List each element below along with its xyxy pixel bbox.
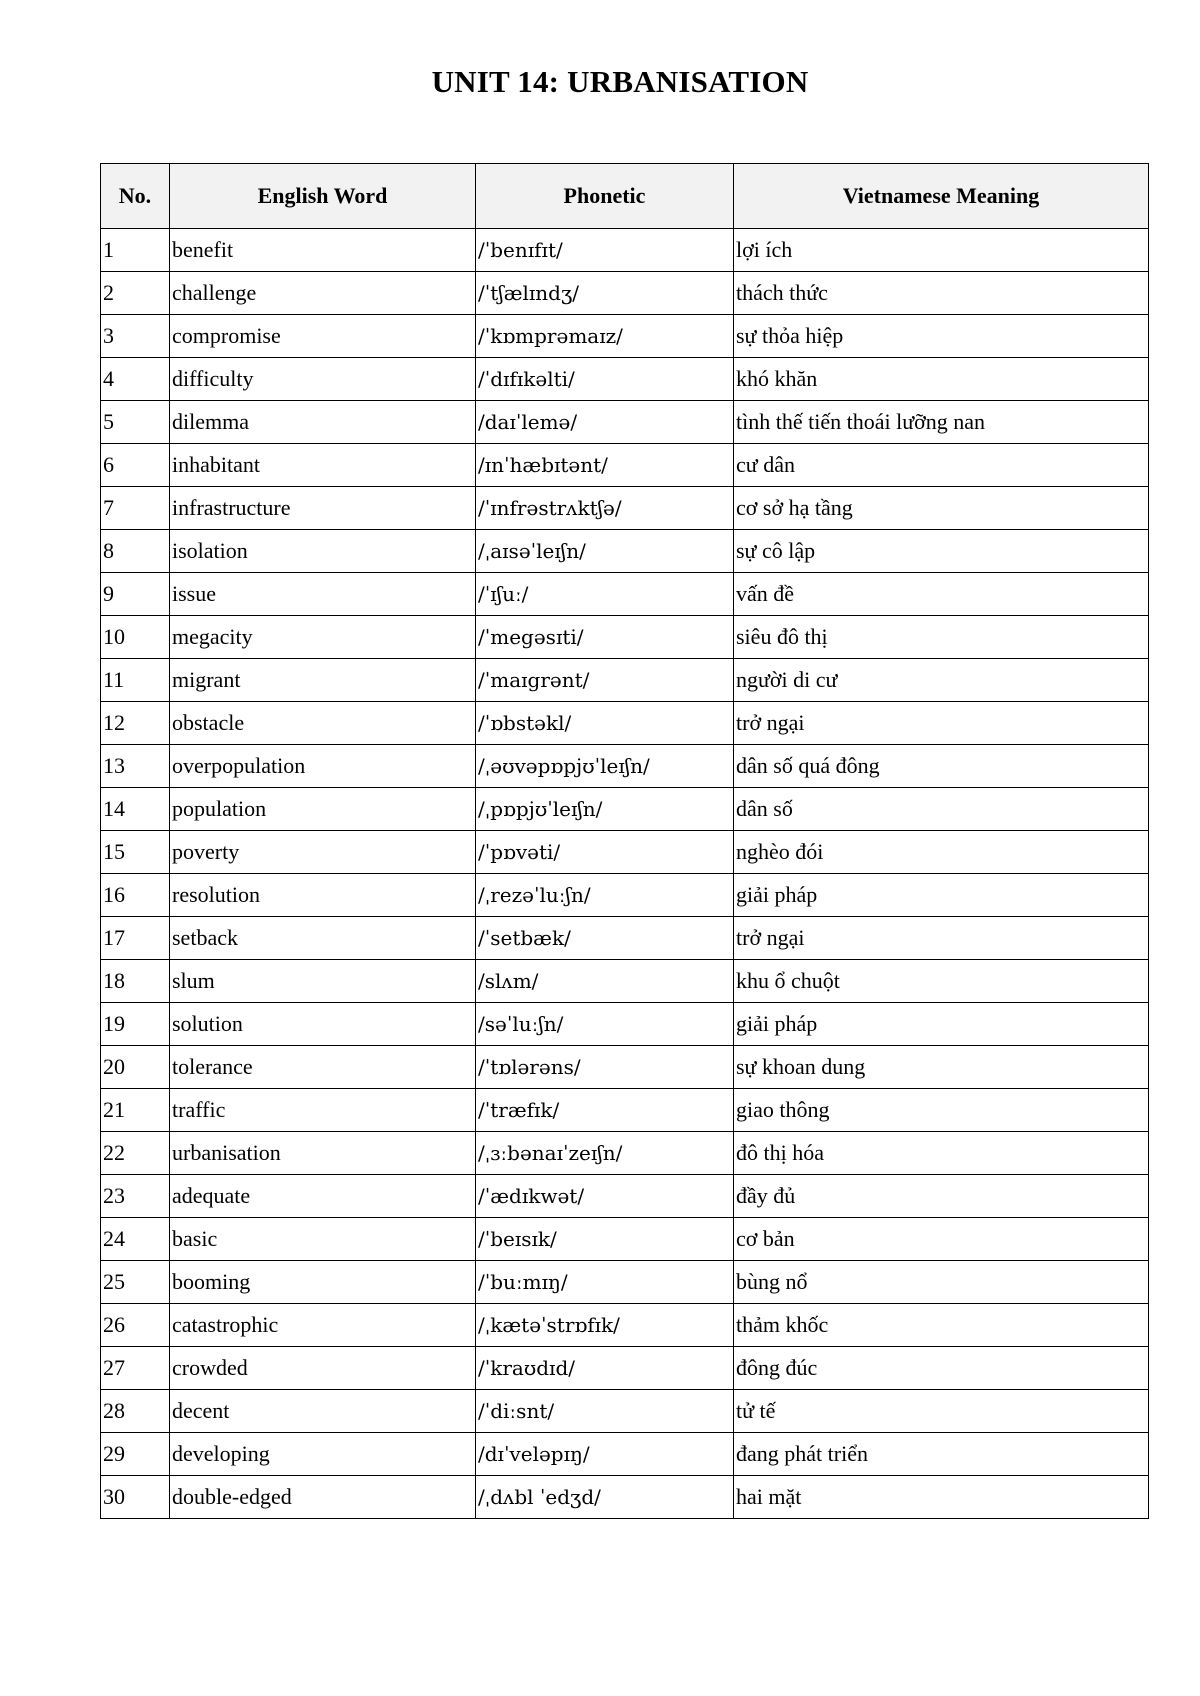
table-row (101, 401, 1149, 444)
table-row (101, 315, 1149, 358)
cell-english-word: challenge (170, 272, 476, 315)
cell-phonetic: /ˈkɒmprəmaɪz/ (476, 315, 734, 358)
cell-english-word: difficulty (170, 358, 476, 401)
cell-english-word: adequate (170, 1175, 476, 1218)
cell-vietnamese-meaning: giải pháp (734, 874, 1149, 917)
cell-phonetic: /ˈædɪkwət/ (476, 1175, 734, 1218)
cell-no: 1 (101, 229, 170, 272)
cell-phonetic: /ˈtɒlərəns/ (476, 1046, 734, 1089)
table-row (101, 1390, 1149, 1433)
table-row (101, 272, 1149, 315)
cell-phonetic: /ɪnˈhæbɪtənt/ (476, 444, 734, 487)
page-title: UNIT 14: URBANISATION (431, 64, 809, 99)
cell-phonetic: /ˈdiːsnt/ (476, 1390, 734, 1433)
cell-phonetic: /ˈɪʃuː/ (476, 573, 734, 616)
table-row (101, 1175, 1149, 1218)
table-row (101, 1347, 1149, 1390)
cell-english-word: issue (170, 573, 476, 616)
cell-vietnamese-meaning: sự cô lập (734, 530, 1149, 573)
cell-vietnamese-meaning: thảm khốc (734, 1304, 1149, 1347)
cell-english-word: megacity (170, 616, 476, 659)
cell-vietnamese-meaning: trở ngại (734, 702, 1149, 745)
cell-phonetic: /ˈbenɪfɪt/ (476, 229, 734, 272)
cell-vietnamese-meaning: cơ sở hạ tầng (734, 487, 1149, 530)
cell-vietnamese-meaning: khó khăn (734, 358, 1149, 401)
cell-phonetic: /ˌdʌbl ˈedʒd/ (476, 1476, 734, 1519)
cell-no: 7 (101, 487, 170, 530)
cell-phonetic: /ˈsetbæk/ (476, 917, 734, 960)
cell-phonetic: /ˈbuːmɪŋ/ (476, 1261, 734, 1304)
cell-english-word: dilemma (170, 401, 476, 444)
cell-no: 23 (101, 1175, 170, 1218)
cell-no: 21 (101, 1089, 170, 1132)
cell-english-word: inhabitant (170, 444, 476, 487)
cell-english-word: poverty (170, 831, 476, 874)
cell-no: 3 (101, 315, 170, 358)
table-row (101, 917, 1149, 960)
cell-no: 9 (101, 573, 170, 616)
table-row (101, 229, 1149, 272)
cell-no: 15 (101, 831, 170, 874)
cell-english-word: double-edged (170, 1476, 476, 1519)
cell-no: 18 (101, 960, 170, 1003)
cell-english-word: obstacle (170, 702, 476, 745)
cell-vietnamese-meaning: đô thị hóa (734, 1132, 1149, 1175)
cell-vietnamese-meaning: sự khoan dung (734, 1046, 1149, 1089)
cell-no: 5 (101, 401, 170, 444)
cell-english-word: compromise (170, 315, 476, 358)
cell-english-word: setback (170, 917, 476, 960)
table-body (101, 229, 1149, 1519)
cell-no: 11 (101, 659, 170, 702)
cell-english-word: migrant (170, 659, 476, 702)
cell-phonetic: /ˈmegəsɪti/ (476, 616, 734, 659)
table-row (101, 444, 1149, 487)
cell-vietnamese-meaning: đang phát triển (734, 1433, 1149, 1476)
cell-phonetic: /səˈluːʃn/ (476, 1003, 734, 1046)
cell-vietnamese-meaning: người di cư (734, 659, 1149, 702)
cell-english-word: resolution (170, 874, 476, 917)
table-row (101, 1476, 1149, 1519)
cell-phonetic: /ˈɪnfrəstrʌktʃə/ (476, 487, 734, 530)
cell-no: 26 (101, 1304, 170, 1347)
cell-phonetic: /ˌɜːbənaɪˈzeɪʃn/ (476, 1132, 734, 1175)
cell-phonetic: /ˈdɪfɪkəlti/ (476, 358, 734, 401)
table-row (101, 1046, 1149, 1089)
cell-phonetic: /ˈɒbstəkl/ (476, 702, 734, 745)
cell-english-word: catastrophic (170, 1304, 476, 1347)
cell-english-word: urbanisation (170, 1132, 476, 1175)
cell-english-word: solution (170, 1003, 476, 1046)
cell-vietnamese-meaning: đầy đủ (734, 1175, 1149, 1218)
cell-english-word: booming (170, 1261, 476, 1304)
table-row (101, 1218, 1149, 1261)
cell-phonetic: /slʌm/ (476, 960, 734, 1003)
table-row (101, 788, 1149, 831)
cell-phonetic: /daɪˈlemə/ (476, 401, 734, 444)
cell-vietnamese-meaning: trở ngại (734, 917, 1149, 960)
cell-english-word: slum (170, 960, 476, 1003)
cell-vietnamese-meaning: giao thông (734, 1089, 1149, 1132)
cell-phonetic: /ˈtræfɪk/ (476, 1089, 734, 1132)
cell-no: 14 (101, 788, 170, 831)
cell-vietnamese-meaning: siêu đô thị (734, 616, 1149, 659)
cell-no: 4 (101, 358, 170, 401)
cell-no: 29 (101, 1433, 170, 1476)
cell-phonetic: /ˌəʊvəpɒpjʊˈleɪʃn/ (476, 745, 734, 788)
table-header-row (101, 164, 1149, 229)
cell-vietnamese-meaning: lợi ích (734, 229, 1149, 272)
cell-phonetic: /ˈmaɪgrənt/ (476, 659, 734, 702)
cell-english-word: decent (170, 1390, 476, 1433)
cell-phonetic: /ˌkætəˈstrɒfɪk/ (476, 1304, 734, 1347)
table-row (101, 1433, 1149, 1476)
cell-english-word: isolation (170, 530, 476, 573)
cell-english-word: benefit (170, 229, 476, 272)
cell-vietnamese-meaning: nghèo đói (734, 831, 1149, 874)
cell-no: 6 (101, 444, 170, 487)
cell-english-word: traffic (170, 1089, 476, 1132)
cell-vietnamese-meaning: vấn đề (734, 573, 1149, 616)
header-phonetic: Phonetic (476, 164, 734, 229)
cell-vietnamese-meaning: hai mặt (734, 1476, 1149, 1519)
cell-vietnamese-meaning: dân số (734, 788, 1149, 831)
table-row (101, 702, 1149, 745)
cell-no: 25 (101, 1261, 170, 1304)
cell-vietnamese-meaning: đông đúc (734, 1347, 1149, 1390)
table-row (101, 745, 1149, 788)
table-row (101, 573, 1149, 616)
table-row (101, 616, 1149, 659)
cell-phonetic: /ˈbeɪsɪk/ (476, 1218, 734, 1261)
table-row (101, 1304, 1149, 1347)
table-row (101, 831, 1149, 874)
cell-vietnamese-meaning: dân số quá đông (734, 745, 1149, 788)
table-row (101, 358, 1149, 401)
cell-no: 19 (101, 1003, 170, 1046)
vocabulary-table (100, 163, 1149, 1519)
table-row (101, 1089, 1149, 1132)
cell-vietnamese-meaning: tử tế (734, 1390, 1149, 1433)
cell-vietnamese-meaning: khu ổ chuột (734, 960, 1149, 1003)
table-row (101, 1261, 1149, 1304)
table-row (101, 1003, 1149, 1046)
cell-no: 30 (101, 1476, 170, 1519)
cell-english-word: population (170, 788, 476, 831)
cell-no: 10 (101, 616, 170, 659)
cell-english-word: overpopulation (170, 745, 476, 788)
cell-no: 20 (101, 1046, 170, 1089)
cell-english-word: infrastructure (170, 487, 476, 530)
cell-no: 27 (101, 1347, 170, 1390)
cell-no: 8 (101, 530, 170, 573)
table-row (101, 530, 1149, 573)
cell-vietnamese-meaning: giải pháp (734, 1003, 1149, 1046)
header-vietnamese-meaning: Vietnamese Meaning (734, 164, 1149, 229)
cell-english-word: basic (170, 1218, 476, 1261)
cell-phonetic: /ˌrezəˈluːʃn/ (476, 874, 734, 917)
cell-no: 22 (101, 1132, 170, 1175)
cell-vietnamese-meaning: sự thỏa hiệp (734, 315, 1149, 358)
cell-no: 16 (101, 874, 170, 917)
cell-no: 17 (101, 917, 170, 960)
header-english-word: English Word (170, 164, 476, 229)
cell-vietnamese-meaning: thách thức (734, 272, 1149, 315)
cell-vietnamese-meaning: cư dân (734, 444, 1149, 487)
cell-vietnamese-meaning: cơ bản (734, 1218, 1149, 1261)
cell-phonetic: /ˈpɒvəti/ (476, 831, 734, 874)
header-no: No. (101, 164, 170, 229)
table-row (101, 487, 1149, 530)
table-row (101, 659, 1149, 702)
cell-phonetic: /ˈkraʊdɪd/ (476, 1347, 734, 1390)
cell-no: 12 (101, 702, 170, 745)
cell-english-word: crowded (170, 1347, 476, 1390)
cell-no: 2 (101, 272, 170, 315)
cell-phonetic: /ˌpɒpjʊˈleɪʃn/ (476, 788, 734, 831)
cell-vietnamese-meaning: bùng nổ (734, 1261, 1149, 1304)
cell-vietnamese-meaning: tình thế tiến thoái lưỡng nan (734, 401, 1149, 444)
cell-phonetic: /ˌaɪsəˈleɪʃn/ (476, 530, 734, 573)
table-row (101, 874, 1149, 917)
table-row (101, 960, 1149, 1003)
cell-english-word: developing (170, 1433, 476, 1476)
cell-no: 13 (101, 745, 170, 788)
cell-phonetic: /dɪˈveləpɪŋ/ (476, 1433, 734, 1476)
cell-no: 24 (101, 1218, 170, 1261)
cell-english-word: tolerance (170, 1046, 476, 1089)
cell-no: 28 (101, 1390, 170, 1433)
cell-phonetic: /ˈtʃælɪndʒ/ (476, 272, 734, 315)
table-row (101, 1132, 1149, 1175)
